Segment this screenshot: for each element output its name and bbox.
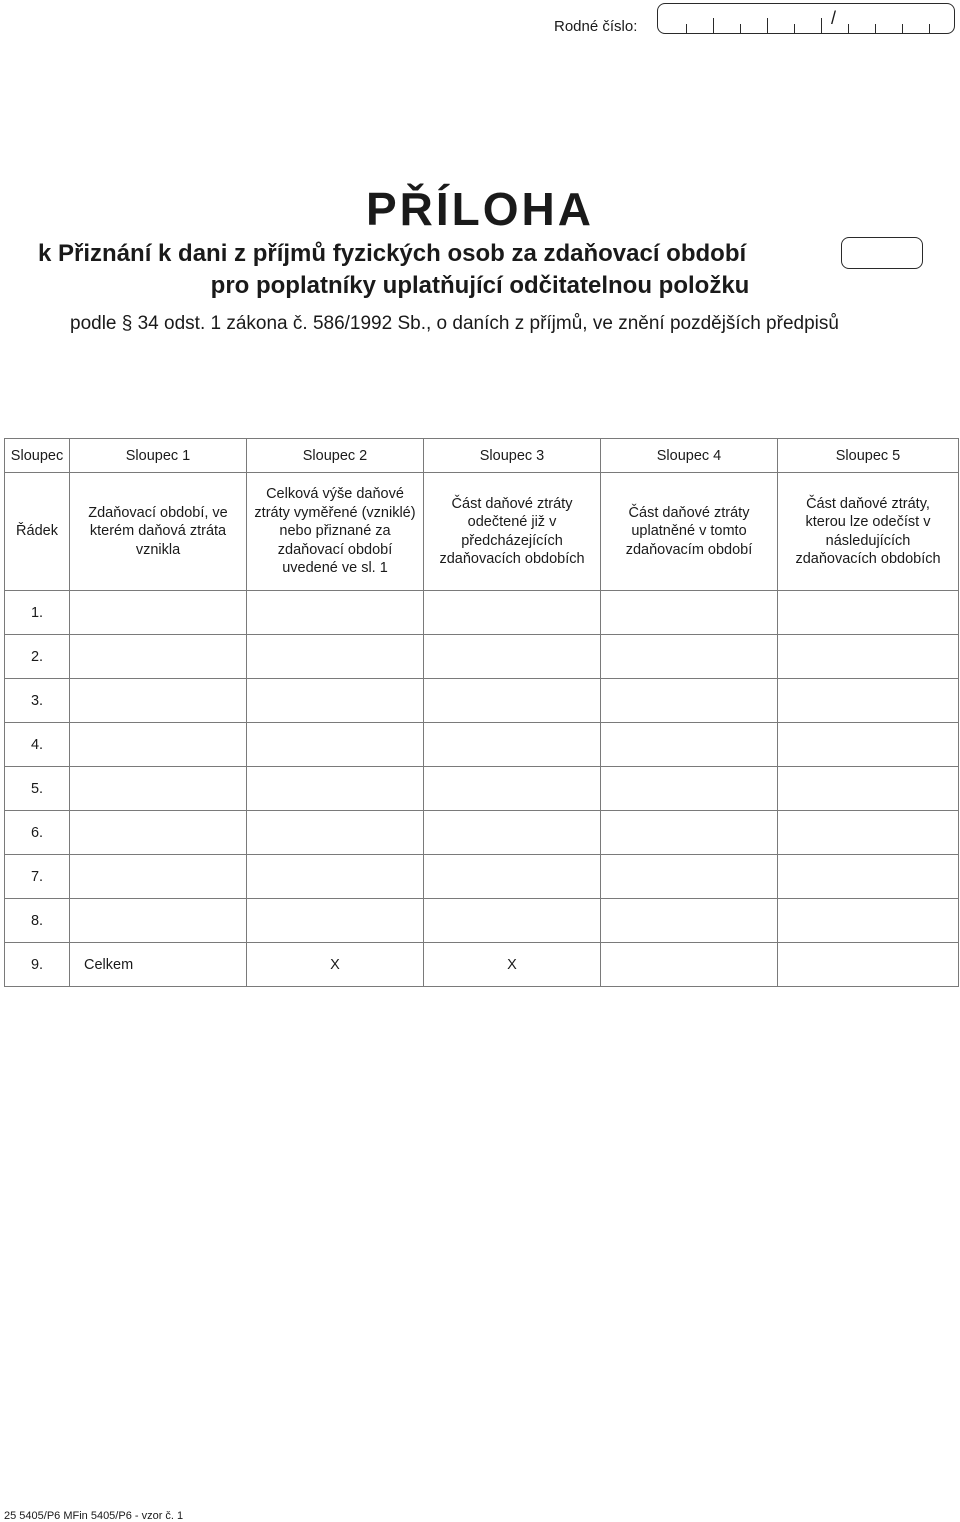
cell-total-loss[interactable] <box>247 855 424 899</box>
cell-period[interactable] <box>70 723 247 767</box>
rodne-cislo-label: Rodné číslo: <box>554 18 638 35</box>
row-number: 3. <box>5 679 70 723</box>
cell-period[interactable] <box>70 679 247 723</box>
row-number: 1. <box>5 591 70 635</box>
cell-deductible-future[interactable] <box>778 679 959 723</box>
digit-divider <box>929 24 930 33</box>
cell-total-loss[interactable] <box>247 679 424 723</box>
column-description: Řádek <box>5 473 70 591</box>
column-header: Sloupec 5 <box>778 439 959 473</box>
digit-divider <box>794 24 795 33</box>
cell-total-loss[interactable] <box>247 899 424 943</box>
cell-period[interactable] <box>70 855 247 899</box>
table-row <box>5 899 959 943</box>
row-number: 9. <box>5 943 70 987</box>
cell-deducted-previously[interactable] <box>424 767 601 811</box>
column-header: Sloupec 4 <box>601 439 778 473</box>
table-row <box>5 723 959 767</box>
column-header: Sloupec 3 <box>424 439 601 473</box>
digit-divider <box>713 18 714 33</box>
column-description: Část daňové ztráty uplatněné v tomto zdaňovacím období <box>601 473 778 591</box>
cell-period[interactable] <box>70 591 247 635</box>
rodne-cislo-field[interactable] <box>657 3 955 34</box>
cell-deductible-future[interactable] <box>778 855 959 899</box>
cell-deductible-future[interactable] <box>778 591 959 635</box>
digit-divider <box>686 24 687 33</box>
cell-deductible-future[interactable] <box>778 899 959 943</box>
cell-total-loss[interactable] <box>247 591 424 635</box>
digit-divider <box>767 18 768 33</box>
column-description-row <box>5 473 959 591</box>
cell-total-loss[interactable] <box>247 811 424 855</box>
total-label: Celkem <box>70 943 247 987</box>
cell-deducted-previously[interactable] <box>424 723 601 767</box>
table-row <box>5 679 959 723</box>
digit-divider <box>821 18 822 33</box>
page-title: PŘÍLOHA <box>366 183 594 235</box>
row-number: 4. <box>5 723 70 767</box>
cell-applied-now[interactable] <box>601 899 778 943</box>
tax-period-field[interactable] <box>841 237 923 269</box>
digit-divider <box>740 24 741 33</box>
total-row <box>5 943 959 987</box>
row-number: 8. <box>5 899 70 943</box>
form-footer-code: 25 5405/P6 MFin 5405/P6 - vzor č. 1 <box>4 1510 184 1522</box>
cell-deductible-future[interactable] <box>778 811 959 855</box>
cell-applied-now[interactable] <box>601 811 778 855</box>
cell-period[interactable] <box>70 899 247 943</box>
row-number: 7. <box>5 855 70 899</box>
subtitle-line-1: k Přiznání k dani z příjmů fyzických osob za zdaňovací období <box>38 240 747 267</box>
cell-deductible-future[interactable] <box>778 635 959 679</box>
cell-period[interactable] <box>70 811 247 855</box>
cell-deductible-future[interactable] <box>778 723 959 767</box>
cell-deducted-previously[interactable] <box>424 635 601 679</box>
column-header: Sloupec <box>5 439 70 473</box>
cell-applied-now[interactable] <box>601 635 778 679</box>
cell-applied-now[interactable] <box>601 591 778 635</box>
column-header: Sloupec 1 <box>70 439 247 473</box>
cell-deducted-previously[interactable] <box>424 811 601 855</box>
cell-total-deductible-future[interactable] <box>778 943 959 987</box>
column-description: Část daňové ztráty, kterou lze odečíst v následujících zdaňovacích obdobích <box>778 473 959 591</box>
column-header: Sloupec 2 <box>247 439 424 473</box>
cell-deducted-previously[interactable] <box>424 899 601 943</box>
digit-divider <box>902 24 903 33</box>
digit-divider <box>848 24 849 33</box>
cell-applied-now[interactable] <box>601 679 778 723</box>
legal-reference: podle § 34 odst. 1 zákona č. 586/1992 Sb., o daních z příjmů, ve znění pozdějších předpisů <box>70 313 839 334</box>
cell-total-applied-now[interactable] <box>601 943 778 987</box>
rodne-cislo-separator: / <box>831 8 837 28</box>
cell-total-loss[interactable] <box>247 723 424 767</box>
cell-deducted-previously[interactable] <box>424 855 601 899</box>
subtitle-line-2: pro poplatníky uplatňující odčitatelnou položku <box>210 272 750 299</box>
column-description: Část daňové ztráty odečtené již v předcházejících zdaňovacích obdobích <box>424 473 601 591</box>
loss-table <box>4 438 959 987</box>
row-number: 2. <box>5 635 70 679</box>
table-row <box>5 767 959 811</box>
table-row <box>5 811 959 855</box>
cell-deducted-previously[interactable] <box>424 591 601 635</box>
row-number: 5. <box>5 767 70 811</box>
cell-total-loss[interactable] <box>247 635 424 679</box>
cell-deductible-future[interactable] <box>778 767 959 811</box>
table-row <box>5 635 959 679</box>
cell-period[interactable] <box>70 635 247 679</box>
table-row <box>5 855 959 899</box>
cell-applied-now[interactable] <box>601 767 778 811</box>
total-col2-mark: X <box>247 943 424 987</box>
row-number: 6. <box>5 811 70 855</box>
column-header-row <box>5 439 959 473</box>
cell-deducted-previously[interactable] <box>424 679 601 723</box>
cell-period[interactable] <box>70 767 247 811</box>
cell-total-loss[interactable] <box>247 767 424 811</box>
column-description: Zdaňovací období, ve kterém daňová ztráta vznikla <box>70 473 247 591</box>
table-row <box>5 591 959 635</box>
digit-divider <box>875 24 876 33</box>
cell-applied-now[interactable] <box>601 723 778 767</box>
total-col3-mark: X <box>424 943 601 987</box>
column-description: Celková výše daňové ztráty vyměřené (vzniklé) nebo přiznané za zdaňovací období uvedené ve sl. 1 <box>247 473 424 591</box>
cell-applied-now[interactable] <box>601 855 778 899</box>
